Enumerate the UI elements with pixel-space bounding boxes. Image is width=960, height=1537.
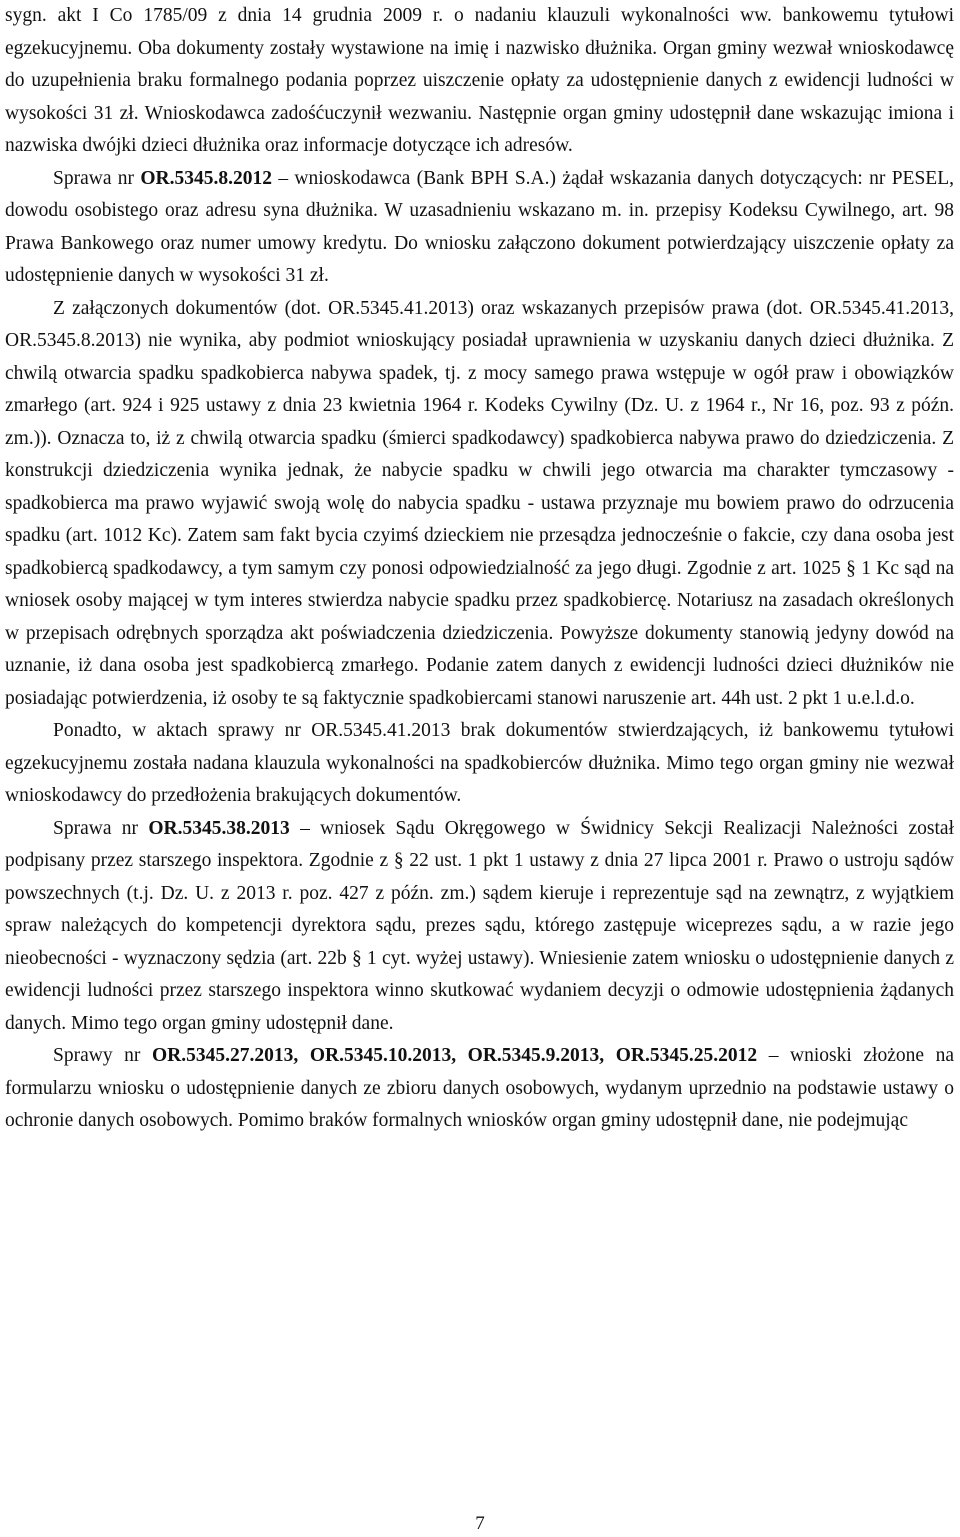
paragraph-2 [5,163,954,293]
paragraph-text: Z załączonych dokumentów (dot. OR.5345.41.2013) oraz wskazanych przepisów prawa (dot. OR.5345.41.2013, OR.5345.8.2013) nie wynika, aby podmiot wnioskujący posiadał uprawnienia w uzyskaniu danych dzieci dłużnika. Z chwilą otwarcia spadku spadkobierca nabywa spadek, tj. z mocy samego prawa wstępuje w ogół praw i obowiązków zmarłego (art. 924 i 925 ustawy z dnia 23 kwietnia 1964 r. Kodeks Cywilny (Dz. U. z 1964 r., Nr 16, poz. 93 z późn. zm.)). Oznacza to, iż z chwilą otwarcia spadku (śmierci spadkodawcy) spadkobierca nabywa prawo do dziedziczenia. Z konstrukcji dziedziczenia wynika jednak, że nabycie spadku w chwili jego otwarcia ma charakter tymczasowy - spadkobierca ma prawo wyjawić swoją wolę do nabycia spadku - ustawa przyznaje mu bowiem prawo do odrzucenia spadku (art. 1012 Kc). Zatem sam fakt bycia czyimś dzieckiem nie przesądza jednocześnie o fakcie, czy dana osoba jest spadkobiercą spadkodawcy, a tym samym czy ponosi odpowiedzialność za jego długi. Zgodnie z art. 1025 § 1 Kc sąd na wniosek osoby mającej w tym interes stwierdza nabycie spadku przez spadkobiercę. Notariusz na zasadach określonych w przepisach odrębnych sporządza akt poświadczenia dziedziczenia. Powyższe dokumenty stanowią jedyny dowód na uznanie, iż dana osoba jest spadkobiercą zmarłego. Podanie zatem danych z ewidencji ludności dzieci dłużników nie posiadając potwierdzenia, iż osoby te są faktycznie spadkobiercami stanowi naruszenie art. 44h ust. 2 pkt 1 u.e.l.d.o. [5,297,954,709]
document-body [5,0,954,1138]
paragraph-1 [5,0,954,163]
case-number: OR.5345.8.2012 [140,167,272,189]
page-number: 7 [475,1513,485,1534]
paragraph-text: Ponadto, w aktach sprawy nr OR.5345.41.2013 brak dokumentów stwierdzających, iż bankowemu tytułowi egzekucyjnemu została nadana klauzula wykonalności na spadkobierców dłużnika. Mimo tego organ gminy nie wezwał wnioskodawcy do przedłożenia brakujących dokumentów. [5,720,954,806]
paragraph-text: Sprawy nr [53,1045,152,1066]
paragraph-3 [5,293,954,716]
paragraph-text: – wniosek Sądu Okręgowego w Świdnicy Sekcji Realizacji Należności został podpisany przez starszego inspektora. Zgodnie z § 22 ust. 1 pkt 1 ustawy z dnia 27 lipca 2001 r. Prawo o ustroju sądów powszechnych (t.j. Dz. U. z 2013 r. poz. 427 z późn. zm.) sądem kieruje i reprezentuje sąd na zewnątrz, z wyjątkiem spraw należących do kompetencji dyrektora sądu, prezes sądu, którego zastępuje wiceprezes sądu, a w razie jego nieobecności - wyznaczony sędzia (art. 22b § 1 cyt. wyżej ustawy). Wniesienie zatem wniosku o udostępnienie danych z ewidencji ludności przez starszego inspektora winno skutkować wydaniem decyzji o odmowie udostępnienia żądanych danych. Mimo tego organ gminy udostępnił dane. [5,817,954,1034]
paragraph-4 [5,715,954,813]
case-number: OR.5345.27.2013, OR.5345.10.2013, OR.5345.9.2013, OR.5345.25.2012 [152,1045,758,1066]
paragraph-text: – wnioski złożone na formularzu wniosku o udostępnienie danych ze zbioru danych osobowych, wydanym uprzednio na podstawie ustawy o ochronie danych osobowych. Pomimo braków formalnych wniosków organ gminy udostępnił dane, nie podejmując [5,1045,955,1131]
paragraph-text: sygn. akt I Co 1785/09 z dnia 14 grudnia 2009 r. o nadaniu klauzuli wykonalności ww. bankowemu tytułowi egzekucyjnemu. Oba dokumenty zostały wystawione na imię i nazwisko dłużnika. Organ gminy wezwał wnioskodawcę do uzupełnienia braku formalnego podania poprzez uiszczenie opłaty za udostępnienie danych z ewidencji ludności w wysokości 31 zł. Wnioskodawca zadośćuczynił wezwaniu. Następnie organ gminy udostępnił dane wskazując imiona i nazwiska dwójki dzieci dłużnika oraz informacje dotyczące ich adresów. [5,5,954,156]
paragraph-5 [5,813,954,1041]
paragraph-text: Sprawa nr [53,817,149,839]
paragraph-text: Sprawa nr [53,167,141,189]
case-number: OR.5345.38.2013 [148,817,290,839]
paragraph-6 [5,1040,954,1138]
paragraph-text: – wnioskodawca (Bank BPH S.A.) żądał wskazania danych dotyczących: nr PESEL, dowodu osobistego oraz adresu syna dłużnika. W uzasadnieniu wskazano m. in. przepisy Kodeksu Cywilnego, art. 98 Prawa Bankowego oraz numer umowy kredytu. Do wniosku załączono dokument potwierdzający uiszczenie opłaty za udostępnienie danych w wysokości 31 zł. [5,167,954,286]
